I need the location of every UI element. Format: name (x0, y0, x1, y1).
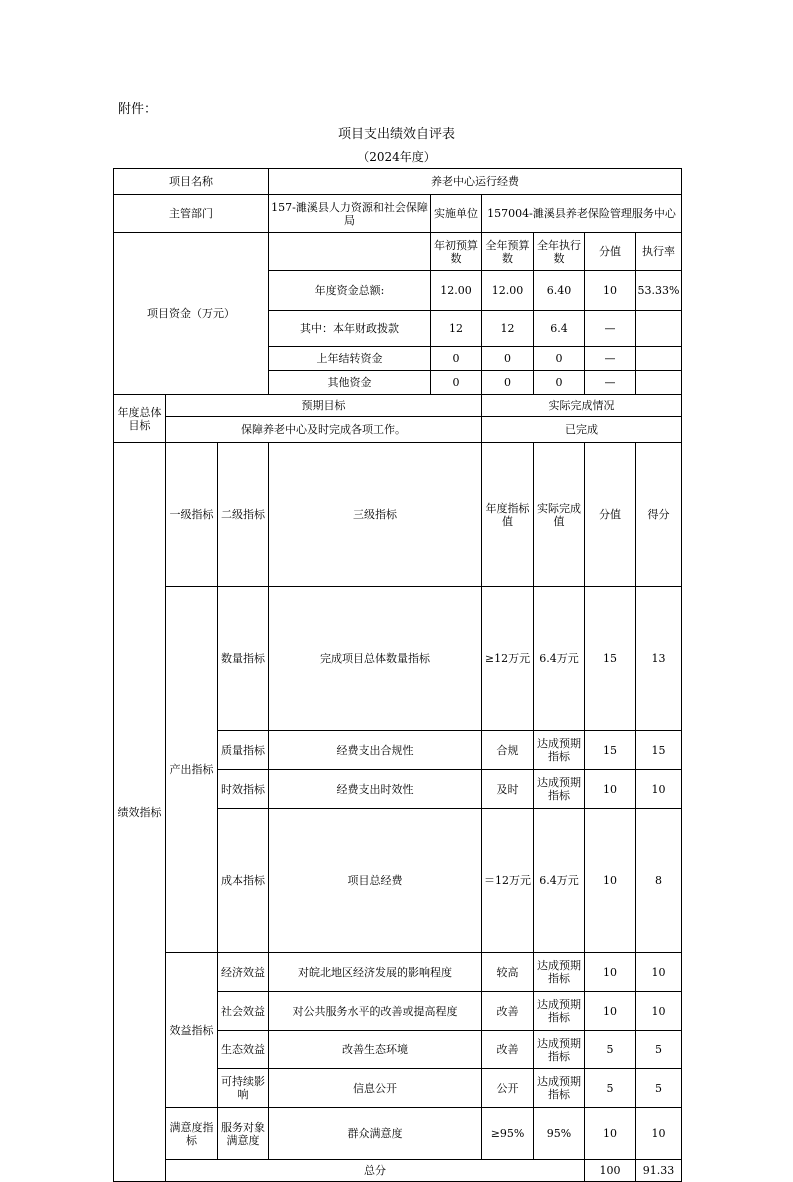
indicators-header: 分值 (585, 443, 636, 587)
impl-value: 157004-濉溪县养老保险管理服务中心 (482, 195, 682, 233)
funds-executed: 6.40 (534, 271, 585, 311)
level3-indicator: 经费支出合规性 (269, 731, 482, 770)
indicator-score: 10 (636, 992, 682, 1031)
funds-annual: 12 (482, 311, 534, 347)
indicator-score-value: 10 (585, 770, 636, 809)
funds-executed: 6.4 (534, 311, 585, 347)
funds-header: 全年执行数 (534, 233, 585, 271)
indicator-target: 及时 (482, 770, 534, 809)
funds-initial: 0 (431, 371, 482, 395)
funds-header: 执行率 (636, 233, 682, 271)
funds-label: 项目资金（万元） (114, 233, 269, 395)
total-label: 总分 (166, 1160, 585, 1182)
level3-indicator: 对公共服务水平的改善或提高程度 (269, 992, 482, 1031)
funds-row-label: 其他资金 (269, 371, 431, 395)
funds-annual: 12.00 (482, 271, 534, 311)
funds-header: 全年预算数 (482, 233, 534, 271)
level2-indicator: 生态效益 (218, 1031, 269, 1069)
level3-indicator: 经费支出时效性 (269, 770, 482, 809)
indicator-target: 合规 (482, 731, 534, 770)
indicator-score: 15 (636, 731, 682, 770)
indicator-actual: 6.4万元 (534, 809, 585, 953)
goals-actual-header: 实际完成情况 (482, 395, 682, 417)
indicator-row (114, 1108, 682, 1160)
level2-indicator: 质量指标 (218, 731, 269, 770)
document-title: 项目支出绩效自评表 (337, 127, 455, 142)
goals-expected-header: 预期目标 (166, 395, 482, 417)
indicator-score: 5 (636, 1031, 682, 1069)
level1-indicator: 满意度指标 (166, 1108, 218, 1160)
funds-annual: 0 (482, 371, 534, 395)
indicator-actual: 达成预期指标 (534, 731, 585, 770)
indicator-score: 13 (636, 587, 682, 731)
indicator-score-value: 15 (585, 587, 636, 731)
funds-score-value: — (585, 311, 636, 347)
indicators-header: 年度指标值 (482, 443, 534, 587)
indicator-actual: 达成预期指标 (534, 992, 585, 1031)
impl-label: 实施单位 (431, 195, 482, 233)
indicator-target: ≥12万元 (482, 587, 534, 731)
level2-indicator: 社会效益 (218, 992, 269, 1031)
level2-indicator: 服务对象满意度 (218, 1108, 269, 1160)
funds-initial: 0 (431, 347, 482, 371)
funds-header-blank (269, 233, 431, 271)
funds-executed: 0 (534, 371, 585, 395)
level3-indicator: 对皖北地区经济发展的影响程度 (269, 953, 482, 992)
funds-score-value: — (585, 371, 636, 395)
indicator-row (114, 587, 682, 731)
funds-score-value: 10 (585, 271, 636, 311)
self-evaluation-table (113, 168, 682, 1182)
funds-row-label: 上年结转资金 (269, 347, 431, 371)
indicator-score-value: 10 (585, 992, 636, 1031)
indicator-actual: 达成预期指标 (534, 770, 585, 809)
indicator-actual: 达成预期指标 (534, 1031, 585, 1069)
indicator-actual: 95% (534, 1108, 585, 1160)
indicators-header: 得分 (636, 443, 682, 587)
attachment-label: 附件： (118, 102, 158, 117)
indicator-score: 5 (636, 1069, 682, 1108)
total-row (114, 1160, 682, 1182)
funds-rate: 53.33% (636, 271, 682, 311)
funds-rate (636, 311, 682, 347)
indicator-score-value: 10 (585, 1108, 636, 1160)
level2-indicator: 经济效益 (218, 953, 269, 992)
indicator-row (114, 953, 682, 992)
level1-indicator: 产出指标 (166, 587, 218, 953)
indicator-score-value: 10 (585, 809, 636, 953)
indicator-actual: 6.4万元 (534, 587, 585, 731)
indicator-score: 10 (636, 953, 682, 992)
indicator-score-value: 5 (585, 1069, 636, 1108)
indicator-target: 改善 (482, 1031, 534, 1069)
project-name-label: 项目名称 (114, 169, 269, 195)
indicator-score-value: 15 (585, 731, 636, 770)
funds-rate (636, 371, 682, 395)
indicator-score-value: 5 (585, 1031, 636, 1069)
goals-actual: 已完成 (482, 417, 682, 443)
funds-rate (636, 347, 682, 371)
level1-indicator: 效益指标 (166, 953, 218, 1108)
indicator-score: 8 (636, 809, 682, 953)
funds-score-value: — (585, 347, 636, 371)
goals-expected: 保障养老中心及时完成各项工作。 (166, 417, 482, 443)
dept-label: 主管部门 (114, 195, 269, 233)
indicator-target: ＝12万元 (482, 809, 534, 953)
indicator-actual: 达成预期指标 (534, 953, 585, 992)
level3-indicator: 改善生态环境 (269, 1031, 482, 1069)
total-score-value: 100 (585, 1160, 636, 1182)
project-name: 养老中心运行经费 (269, 169, 682, 195)
funds-initial: 12 (431, 311, 482, 347)
level2-indicator: 数量指标 (218, 587, 269, 731)
indicators-header: 实际完成值 (534, 443, 585, 587)
indicator-target: ≥95% (482, 1108, 534, 1160)
funds-header: 分值 (585, 233, 636, 271)
indicators-label: 绩效指标 (114, 443, 166, 1182)
funds-row-label: 年度资金总额: (269, 271, 431, 311)
indicators-header: 一级指标 (166, 443, 218, 587)
indicators-header: 二级指标 (218, 443, 269, 587)
funds-header: 年初预算数 (431, 233, 482, 271)
total-score: 91.33 (636, 1160, 682, 1182)
funds-row-label: 其中：本年财政拨款 (269, 311, 431, 347)
level3-indicator: 群众满意度 (269, 1108, 482, 1160)
funds-initial: 12.00 (431, 271, 482, 311)
indicator-target: 较高 (482, 953, 534, 992)
funds-annual: 0 (482, 347, 534, 371)
indicator-target: 改善 (482, 992, 534, 1031)
document-year: （2024年度） (357, 150, 436, 164)
indicators-header: 三级指标 (269, 443, 482, 587)
indicator-score: 10 (636, 1108, 682, 1160)
level3-indicator: 项目总经费 (269, 809, 482, 953)
dept-value: 157-濉溪县人力资源和社会保障局 (269, 195, 431, 233)
goals-label: 年度总体目标 (114, 395, 166, 443)
funds-executed: 0 (534, 347, 585, 371)
level3-indicator: 完成项目总体数量指标 (269, 587, 482, 731)
indicator-target: 公开 (482, 1069, 534, 1108)
level2-indicator: 时效指标 (218, 770, 269, 809)
level2-indicator: 成本指标 (218, 809, 269, 953)
level2-indicator: 可持续影响 (218, 1069, 269, 1108)
indicator-score-value: 10 (585, 953, 636, 992)
level3-indicator: 信息公开 (269, 1069, 482, 1108)
indicator-actual: 达成预期指标 (534, 1069, 585, 1108)
indicator-score: 10 (636, 770, 682, 809)
